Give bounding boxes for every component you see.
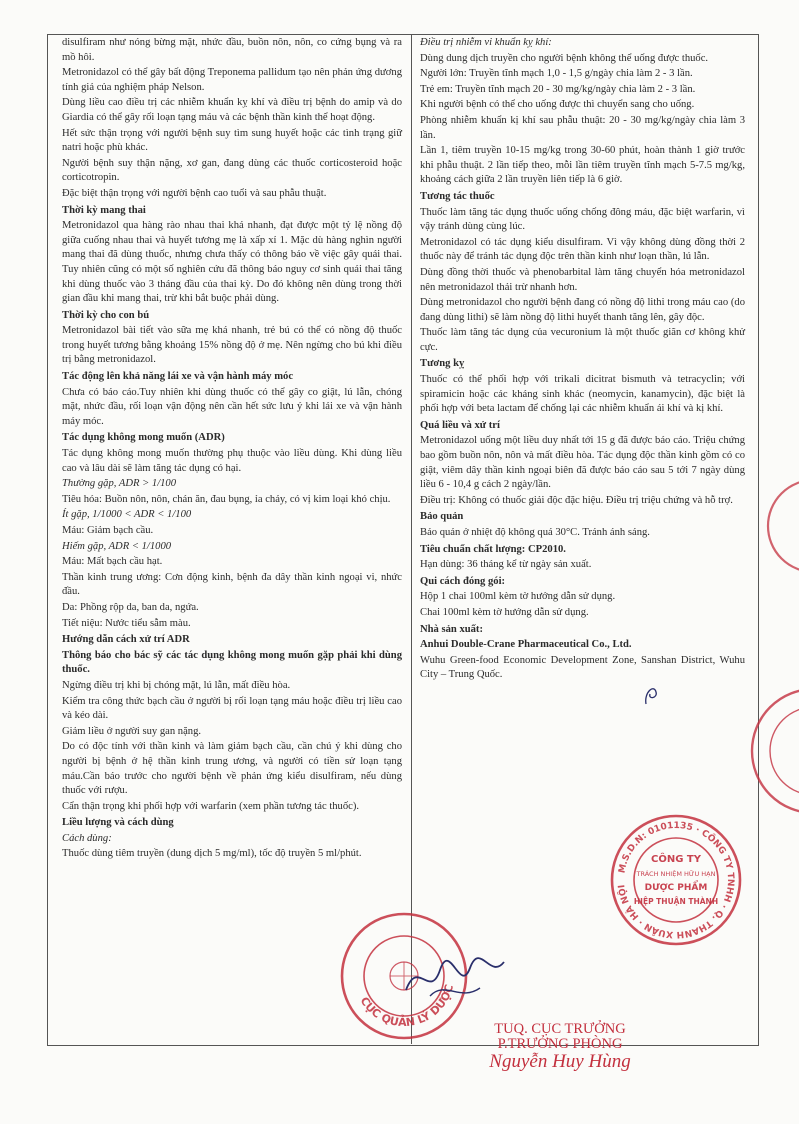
paragraph: Hạn dùng: 36 tháng kể từ ngày sản xuất. bbox=[420, 559, 592, 571]
company-stamp bbox=[608, 812, 744, 948]
right-column bbox=[420, 36, 745, 683]
paragraph: Thuốc làm tăng tác dụng của vecuronium là một thuốc giãn cơ không khử cực. bbox=[420, 327, 745, 353]
section-heading: Thời kỳ cho con bú bbox=[62, 309, 150, 321]
paragraph: Tiêu hóa: Buồn nôn, nôn, chán ăn, đau bụng, ỉa chảy, có vị kim loại khó chịu. bbox=[62, 493, 391, 505]
paragraph: Hết sức thận trọng với người bệnh suy tìm sung huyết hoặc các tình trạng giữ natri hoặc phù khác. bbox=[62, 127, 402, 154]
paragraph: Kiểm tra công thức bạch cầu ở người bị rối loạn tạng máu hoặc điều trị liều cao và kéo dài. bbox=[62, 695, 402, 722]
section-heading: Tác động lên khả năng lái xe và vận hành máy móc bbox=[62, 371, 294, 383]
paragraph: Wuhu Green-food Economic Development Zone, Sanshan District, Wuhu City – Trung Quốc. bbox=[420, 654, 745, 681]
stamp-right-line1: CÔNG TY bbox=[651, 854, 701, 865]
column-divider bbox=[411, 34, 412, 1044]
paragraph: Máu: Giảm bạch cầu. bbox=[62, 525, 154, 536]
section-heading: Tiêu chuẩn chất lượng: CP2010. bbox=[420, 543, 566, 555]
paragraph: Metronidazol có thể gây bất động Treponema pallidum tạo nên phản ứng dương tính giả của nghiệm pháp Nelson. bbox=[62, 67, 402, 93]
paragraph: Do có độc tính với thần kinh và làm giảm bạch cầu, cần chú ý khi dùng cho người bị bệnh ở hệ thần kinh trung ương, và người có tiền sử loạn tạng máu.Cần báo trước cho người bệnh về phản ứng kiểu disulfiram, nếu dùng thuốc với rượu. bbox=[62, 741, 402, 797]
stamp-right-text: M.S.D.N: 0101135 · CÔNG TY TNHH · Q. THANH XUÂN · HÀ NỘI bbox=[617, 820, 736, 940]
paragraph: Thần kinh trung ương: Cơn động kinh, bệnh đa dây thần kinh ngoại vi, nhức đầu. bbox=[62, 571, 402, 598]
paragraph: Cẩn thận trọng khi phối hợp với warfarin (xem phần tương tác thuốc). bbox=[62, 800, 360, 812]
paragraph: Dùng liều cao điều trị các nhiễm khuẩn kỵ khí và điều trị bệnh do amip và do Giardia có thể gây rối loạn tạng máu và các bệnh thần kinh thể hoạt động. bbox=[62, 97, 402, 123]
section-heading: Bảo quản bbox=[420, 511, 464, 523]
paragraph: Trẻ em: Truyền tĩnh mạch 20 - 30 mg/kg/ngày chia làm 2 - 3 lần. bbox=[420, 83, 696, 95]
paragraph: Metronidazol có tác dụng kiểu disulfiram. Vì vậy không dùng đồng thời 2 thuốc này để tránh tác dụng độc trên thần kinh như loạn thần, lú lẫn. bbox=[420, 236, 745, 263]
paragraph: Da: Phồng rộp da, ban da, ngứa. bbox=[62, 601, 199, 613]
section-heading: Tương tác thuốc bbox=[420, 190, 495, 202]
initial-mark bbox=[640, 682, 664, 708]
signature-title-1: TUQ. CỤC TRƯỞNG bbox=[494, 1021, 626, 1037]
paragraph: Người lớn: Truyền tĩnh mạch 1,0 - 1,5 g/ngày chia làm 2 - 3 lần. bbox=[420, 68, 693, 80]
paragraph: Ít gặp, 1/1000 < ADR < 1/100 bbox=[62, 509, 192, 521]
paragraph: Đặc biệt thận trọng với người bệnh cao tuổi và sau phẫu thuật. bbox=[62, 187, 327, 199]
paragraph: Chưa có báo cáo.Tuy nhiên khi dùng thuốc có thể gây co giật, lú lẫn, chóng mặt, nhức đầu, rối loạn vận động nên cần hết sức lưu ý khi lái xe và vận hành máy móc. bbox=[62, 386, 402, 427]
stamp-left-text: CỤC QUẢN LÝ DƯỢC bbox=[357, 982, 457, 1030]
signature-block bbox=[450, 1021, 670, 1072]
stamp-right-line2: TRÁCH NHIỆM HỮU HẠN bbox=[636, 870, 716, 878]
signature-name: Nguyễn Huy Hùng bbox=[489, 1051, 631, 1072]
paragraph: Hộp 1 chai 100ml kèm tờ hướng dẫn sử dụng. bbox=[420, 591, 616, 603]
paragraph: Thường gặp, ADR > 1/100 bbox=[62, 478, 177, 490]
left-column bbox=[62, 36, 402, 862]
paragraph: Khi người bệnh có thể cho uống được thì chuyển sang cho uống. bbox=[420, 99, 695, 111]
section-heading: Tác dụng không mong muốn (ADR) bbox=[62, 432, 225, 444]
paragraph: Dùng dung dịch truyền cho người bệnh không thể uống được thuốc. bbox=[420, 52, 709, 64]
paragraph: Thông báo cho bác sỹ các tác dụng không mong muốn gặp phải khi dùng thuốc. bbox=[62, 649, 402, 676]
paragraph: Điều trị nhiễm vi khuẩn kỵ khí: bbox=[420, 37, 552, 48]
paragraph: Giảm liều ở người suy gan nặng. bbox=[62, 725, 202, 737]
paragraph: Phòng nhiễm khuẩn kị khí sau phẫu thuật: 20 - 30 mg/kg/ngày chia làm 3 lần. bbox=[420, 114, 745, 141]
paragraph: Bảo quản ở nhiệt độ không quá 30°C. Tránh ánh sáng. bbox=[420, 527, 650, 538]
paragraph: Hiếm gặp, ADR < 1/1000 bbox=[62, 540, 172, 552]
paragraph: Tiết niệu: Nước tiểu sẫm màu. bbox=[62, 617, 191, 629]
paragraph: Tác dụng không mong muốn thường phụ thuộc vào liều dùng. Khi dùng liều cao và lâu dài sẽ làm tăng tác dụng có hại. bbox=[62, 448, 402, 474]
paragraph: disulfiram như nóng bừng mặt, nhức đầu, buồn nôn, nôn, co cứng bụng và ra mồ hôi. bbox=[62, 37, 402, 63]
paragraph: Người bệnh suy thận nặng, xơ gan, đang dùng các thuốc corticosteroid hoặc corticotropin. bbox=[62, 157, 402, 184]
paragraph: Metronidazol bài tiết vào sữa mẹ khá nhanh, trẻ bú có thể có nồng độ thuốc trong huyết tương bằng khoảng 15% nồng độ ở mẹ. Nên ngừng cho bú khi điều trị bằng metronidazol. bbox=[62, 325, 402, 366]
stamp-right-line3: DƯỢC PHẨM bbox=[644, 883, 708, 893]
margin-stamp-partial bbox=[748, 676, 799, 826]
stamp-right-line4: HIỆP THUẬN THÀNH bbox=[633, 897, 719, 906]
paragraph: Dùng đồng thời thuốc và phenobarbital làm tăng chuyển hóa metronidazol nên metronidazol thải trừ nhanh hơn. bbox=[420, 266, 745, 293]
paragraph: Thuốc có thể phối hợp với trikali dicitrat bismuth và tetracyclin; với spiramicin hoặc các kháng sinh khác (neomycin, kanamycin), đặc biệt là phối hợp với beta lactam để chống lại các nhiễm khuẩn ái khí và kị khí. bbox=[420, 374, 745, 415]
paragraph: Dùng metronidazol cho người bệnh đang có nồng độ lithi trong máu cao (do đang dùng lithi) sẽ làm nồng độ lithi huyết thanh tăng lên, gây độc. bbox=[420, 297, 745, 323]
paragraph: Metronidazol qua hàng rào nhau thai khá nhanh, đạt được một tỷ lệ nồng độ giữa cuống nhau thai và huyết tương mẹ là xấp xỉ 1. Mặc dù hàng nghìn người mang thai đã dùng thuốc, nhưng chưa thấy có thông báo về việc gây quái thai. Tuy nhiên cũng có một số nghiên cứu đã thông báo nguy cơ sinh quái thai tăng khi dùng thuốc vào 3 tháng đầu của thai kỳ. Do đó không nên dùng trong thời gian đầu khi mang thai, trừ khi bắt buộc phải dùng. bbox=[62, 220, 402, 305]
paragraph: Thuốc làm tăng tác dụng thuốc uống chống đông máu, đặc biệt warfarin, vì vậy tránh dùng cùng lúc. bbox=[420, 206, 745, 233]
section-heading: Hướng dẫn cách xử trí ADR bbox=[62, 634, 190, 646]
paragraph: Điều trị: Không có thuốc giải độc đặc hiệu. Điều trị triệu chứng và hỗ trợ. bbox=[420, 494, 733, 506]
section-heading: Quá liều và xử trí bbox=[420, 419, 500, 431]
paragraph: Cách dùng: bbox=[62, 832, 112, 844]
paragraph: Anhui Double-Crane Pharmaceutical Co., Ltd. bbox=[420, 639, 632, 651]
section-heading: Liều lượng và cách dùng bbox=[62, 817, 174, 829]
section-heading: Qui cách đóng gói: bbox=[420, 575, 506, 587]
margin-stamp-partial-upper bbox=[758, 476, 799, 576]
paragraph: Máu: Mất bạch cầu hạt. bbox=[62, 556, 163, 568]
paragraph: Chai 100ml kèm tờ hướng dẫn sử dụng. bbox=[420, 606, 589, 618]
paragraph: Ngừng điều trị khi bị chóng mặt, lú lẫn, mất điều hòa. bbox=[62, 679, 291, 691]
section-heading: Nhà sản xuất: bbox=[420, 623, 483, 635]
paragraph: Metronidazol uống một liều duy nhất tới 15 g đã được báo cáo. Triệu chứng bao gồm buồn nôn, nôn và mất điều hòa. Tác dụng độc thần kinh gồm có co giật, viêm dây thần kinh ngoại biên đã được báo cáo sau 5 tới 7 ngày dùng liều 6 - 10,4 g cách 2 ngày/lần. bbox=[420, 435, 745, 491]
paragraph: Lần 1, tiêm truyền 10-15 mg/kg trong 30-60 phút, hoàn thành 1 giờ trước khi phẫu thuật. 2 lần tiếp theo, mỗi lần tiêm truyền tĩnh mạch 5-7.5 mg/kg, khoảng cách giữa 2 lần truyền liên tiếp là 6 giờ. bbox=[420, 145, 745, 186]
paragraph: Thuốc dùng tiêm truyền (dung dịch 5 mg/ml), tốc độ truyền 5 ml/phút. bbox=[62, 848, 362, 860]
section-heading: Tương kỵ bbox=[420, 358, 465, 370]
signature-scribble-left bbox=[400, 950, 510, 1010]
section-heading: Thời kỳ mang thai bbox=[62, 204, 146, 216]
signature-title-2: P.TRƯỞNG PHÒNG bbox=[497, 1036, 623, 1052]
